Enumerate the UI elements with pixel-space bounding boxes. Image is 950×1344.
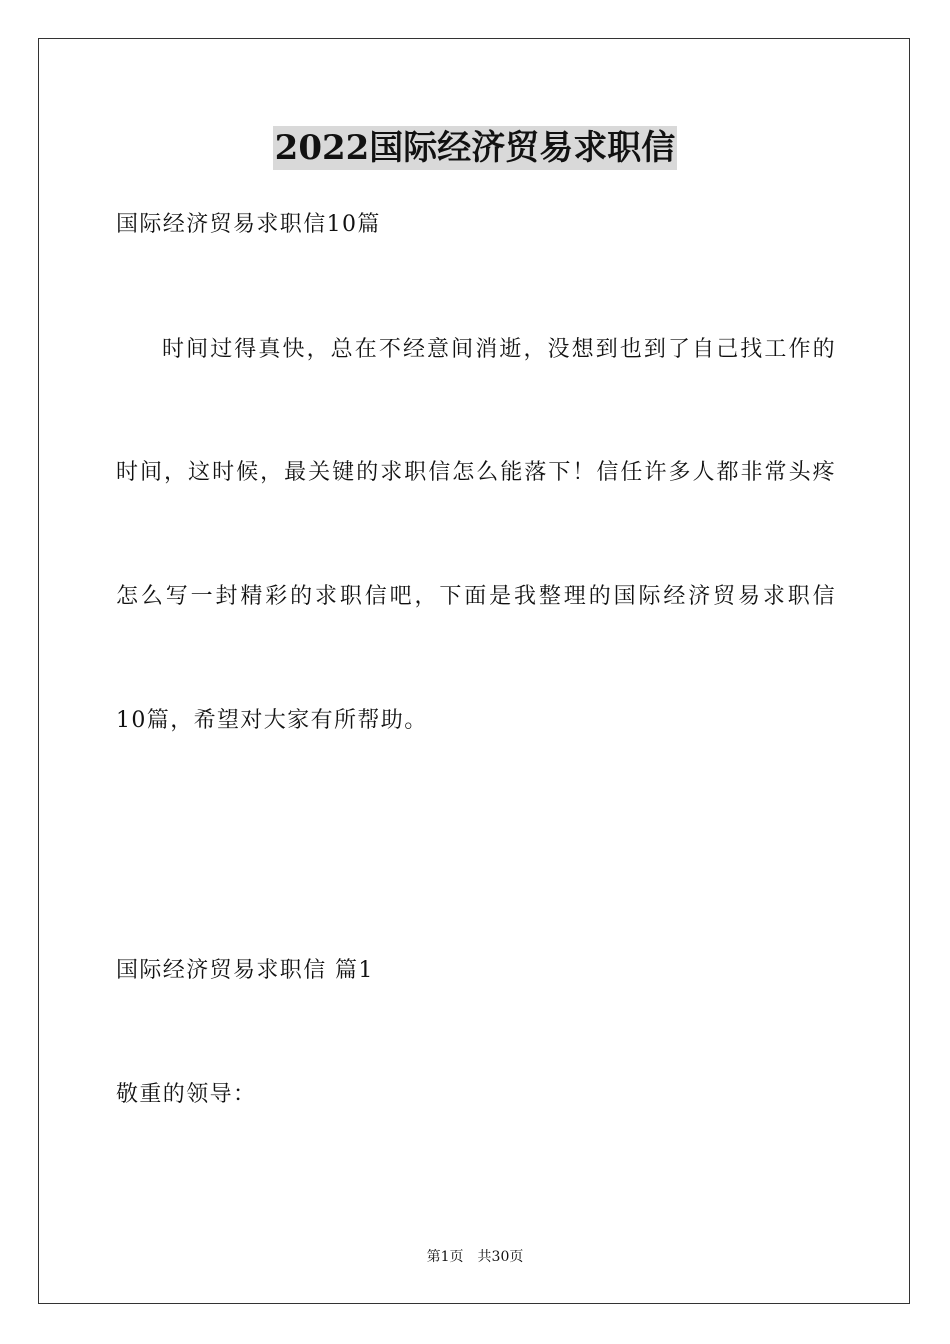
document-title: 2022国际经济贸易求职信 bbox=[274, 128, 676, 168]
intro-line-3: 怎么写一封精彩的求职信吧，下面是我整理的国际经济贸易求职信 bbox=[116, 584, 836, 609]
page-number: 第1页 bbox=[426, 1249, 464, 1265]
salutation: 敬重的领导： bbox=[116, 1082, 257, 1107]
document-subtitle: 国际经济贸易求职信10篇 bbox=[116, 212, 381, 237]
page-footer bbox=[0, 1247, 950, 1267]
intro-line-2: 时间，这时候，最关键的求职信怎么能落下！信任许多人都非常头疼 bbox=[116, 460, 836, 485]
intro-line-1: 时间过得真快，总在不经意间消逝，没想到也到了自己找工作的 bbox=[162, 337, 836, 362]
title-container bbox=[0, 126, 950, 170]
page-total: 共30页 bbox=[477, 1249, 524, 1265]
section-heading: 国际经济贸易求职信 篇1 bbox=[116, 958, 374, 983]
intro-line-4: 10篇，希望对大家有所帮助。 bbox=[116, 708, 428, 733]
